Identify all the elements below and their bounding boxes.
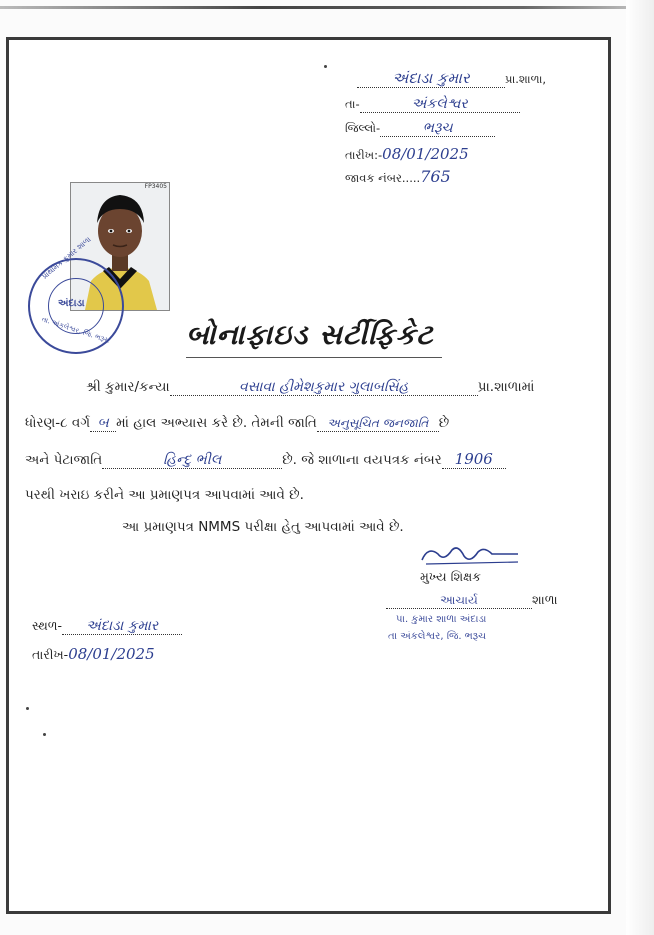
class-handwritten: બ bbox=[97, 415, 109, 431]
header-date-line bbox=[345, 145, 469, 163]
student-name-handwritten: વસાવા હીમેશકુમાર ગુલાબસિંહ bbox=[238, 379, 409, 395]
signature-scribble-icon bbox=[418, 542, 524, 568]
header-school-line bbox=[357, 70, 546, 88]
school-name-handwritten: અંદાડા કુમાર bbox=[392, 69, 470, 87]
name-suffix: પ્રા.શાળામાં bbox=[477, 379, 535, 395]
footer-place-line bbox=[32, 618, 182, 635]
register-number-handwritten: 1906 bbox=[454, 450, 493, 468]
subcaste-prefix: અને પેટાજાતિ bbox=[25, 452, 103, 468]
district-label: જિલ્લો- bbox=[345, 121, 381, 135]
footer-date-label: તારીખ- bbox=[32, 647, 69, 662]
body-line-1 bbox=[86, 379, 534, 396]
stamp-line-2: તા અંકલેશ્વર, જિ. ભરૂચ bbox=[388, 631, 487, 642]
title-underline bbox=[186, 357, 442, 358]
scan-edge-line bbox=[0, 6, 654, 9]
standard-mid: માં હાલ અભ્યાસ કરે છે. તેમની જાતિ bbox=[116, 415, 317, 431]
certificate-border bbox=[6, 37, 611, 914]
school-sign-label: શાળા bbox=[532, 592, 558, 607]
outward-number-handwritten: 765 bbox=[420, 167, 451, 186]
scan-speck bbox=[324, 65, 327, 68]
photo-tag: FP3405 bbox=[144, 183, 167, 190]
caste-handwritten: અનુસૂચિત જનજાતિ bbox=[327, 416, 429, 430]
seal-center-text: અંદાડા bbox=[58, 298, 85, 309]
footer-date-handwritten: 08/01/2025 bbox=[68, 645, 155, 663]
district-handwritten: ભરૂચ bbox=[422, 120, 453, 136]
header-district-line bbox=[345, 120, 495, 137]
school-suffix: પ્રા.શાળા, bbox=[505, 72, 547, 86]
seal-bottom-text: તા. અંકલેશ્વર, જિ. ભરૂચ bbox=[40, 315, 111, 345]
principal-stamp-text: આચાર્ય bbox=[440, 593, 478, 607]
place-handwritten: અંદાડા કુમાર bbox=[86, 618, 159, 634]
certificate-title: બોનાફાઇડ સર્ટીફિકેટ bbox=[186, 318, 434, 351]
body-line-5: આ પ્રમાણપત્ર NMMS પરીક્ષા હેતુ આપવામાં આવે છે. bbox=[122, 519, 404, 535]
school-seal bbox=[28, 234, 124, 354]
head-teacher-label: મુખ્ય શિક્ષક bbox=[420, 569, 481, 584]
scan-speck bbox=[43, 733, 46, 736]
taluka-label: તા- bbox=[345, 97, 360, 111]
header-taluka-line bbox=[345, 96, 520, 113]
school-sign-line bbox=[386, 592, 558, 609]
stamp-line-1: પા. કુમાર શાળા અંદાડા bbox=[396, 614, 487, 625]
name-prefix: શ્રી કુમાર/કન્યા bbox=[86, 379, 170, 395]
body-line-2 bbox=[25, 415, 449, 432]
body-line-4: પરથી ખરાઇ કરીને આ પ્રમાણપત્ર આપવામાં આવે છે. bbox=[25, 487, 304, 503]
footer-date-line bbox=[32, 645, 155, 663]
subcaste-handwritten: હિન્દુ ભીલ bbox=[163, 452, 222, 468]
header-date-handwritten: 08/01/2025 bbox=[382, 145, 469, 163]
scan-speck bbox=[26, 707, 29, 710]
body-line-3 bbox=[25, 451, 506, 469]
outward-label: જાવક નંબર..... bbox=[345, 171, 421, 185]
header-outward-line bbox=[345, 167, 451, 186]
scan-page-shadow bbox=[626, 0, 654, 935]
header-date-label: તારીખ:- bbox=[345, 148, 383, 162]
subcaste-mid: છે. જે શાળાના વયપત્રક નંબર bbox=[282, 452, 442, 468]
taluka-handwritten: અંકલેશ્વર bbox=[411, 96, 468, 112]
standard-prefix: ધોરણ-૮ વર્ગ bbox=[25, 415, 91, 431]
place-label: સ્થળ- bbox=[32, 618, 63, 633]
caste-suffix: છે bbox=[438, 415, 450, 431]
seal-top-text: પ્રાથમિક કુમાર શાળા bbox=[40, 234, 93, 281]
